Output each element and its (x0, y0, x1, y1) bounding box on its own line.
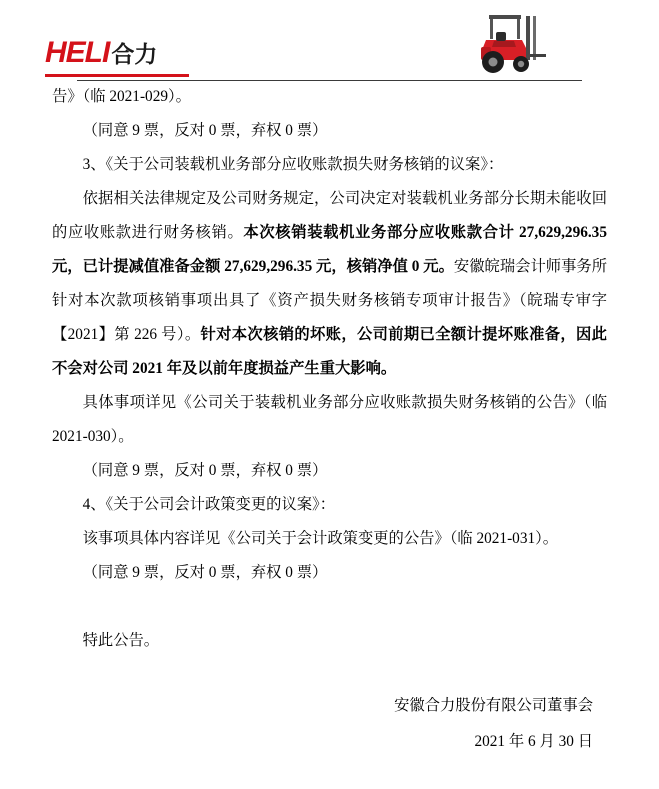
logo-chinese-text: 合力 (111, 42, 158, 68)
vote-result-1: （同意 9 票，反对 0 票，弃权 0 票） (82, 122, 328, 139)
item-4-paragraph-1: 该事项具体内容详见《公司关于会计政策变更的公告》（临 2021-031）。 (82, 530, 559, 547)
header-divider (77, 80, 582, 81)
paragraph-continuation: 告》（临 2021-029）。 (52, 88, 191, 105)
item-3-text-d: 针对本次核销的坏账，公司前期已全额计提坏账准备，因此不会对公司 2021 年及以前年度损益产生重大影响。 (52, 326, 607, 377)
signature-block (52, 688, 607, 760)
item-3-text-c: 安徽皖瑞会计师事务所针对本次款项核销事项出具了《资产损失财务核销专项审计报告》（皖瑞专审字【2021】第 226 号）。 (52, 258, 607, 343)
logo-latin-text: HELI (45, 36, 110, 69)
closing-statement: 特此公告。 (82, 632, 160, 649)
item-4-title: 4、《关于公司会计政策变更的议案》： (82, 496, 335, 513)
item-3-text-a: 依据相关法律规定及公司财务规定，公司决定对装载机业务部分长期未能收回的应收账款进行财务核销。 (52, 190, 607, 241)
item-3-paragraph-1 (52, 182, 607, 386)
vote-result-3: （同意 9 票，反对 0 票，弃权 0 票） (82, 564, 328, 581)
item-3-text-b: 本次核销装载机业务部分应收账款合计 27,629,296.35 元，已计提减值准备金额 27,629,296.35 元，核销净值 0 元。 (52, 224, 607, 275)
spacer (52, 590, 607, 624)
vote-result-2: （同意 9 票，反对 0 票，弃权 0 票） (82, 462, 328, 479)
item-3-paragraph-2: 具体事项详见《公司关于装载机业务部分应收账款损失财务核销的公告》（临 2021-030）。 (52, 394, 607, 445)
signature-date: 2021 年 6 月 30 日 (474, 733, 593, 750)
forklift-icon (476, 14, 552, 76)
document-body (52, 72, 607, 760)
logo-underline-rule (45, 74, 189, 77)
signature-company: 安徽合力股份有限公司董事会 (394, 697, 593, 714)
item-3-title: 3、《关于公司装载机业务部分应收账款损失财务核销的议案》： (82, 156, 504, 173)
company-logo (45, 38, 157, 68)
page-header (45, 0, 607, 72)
